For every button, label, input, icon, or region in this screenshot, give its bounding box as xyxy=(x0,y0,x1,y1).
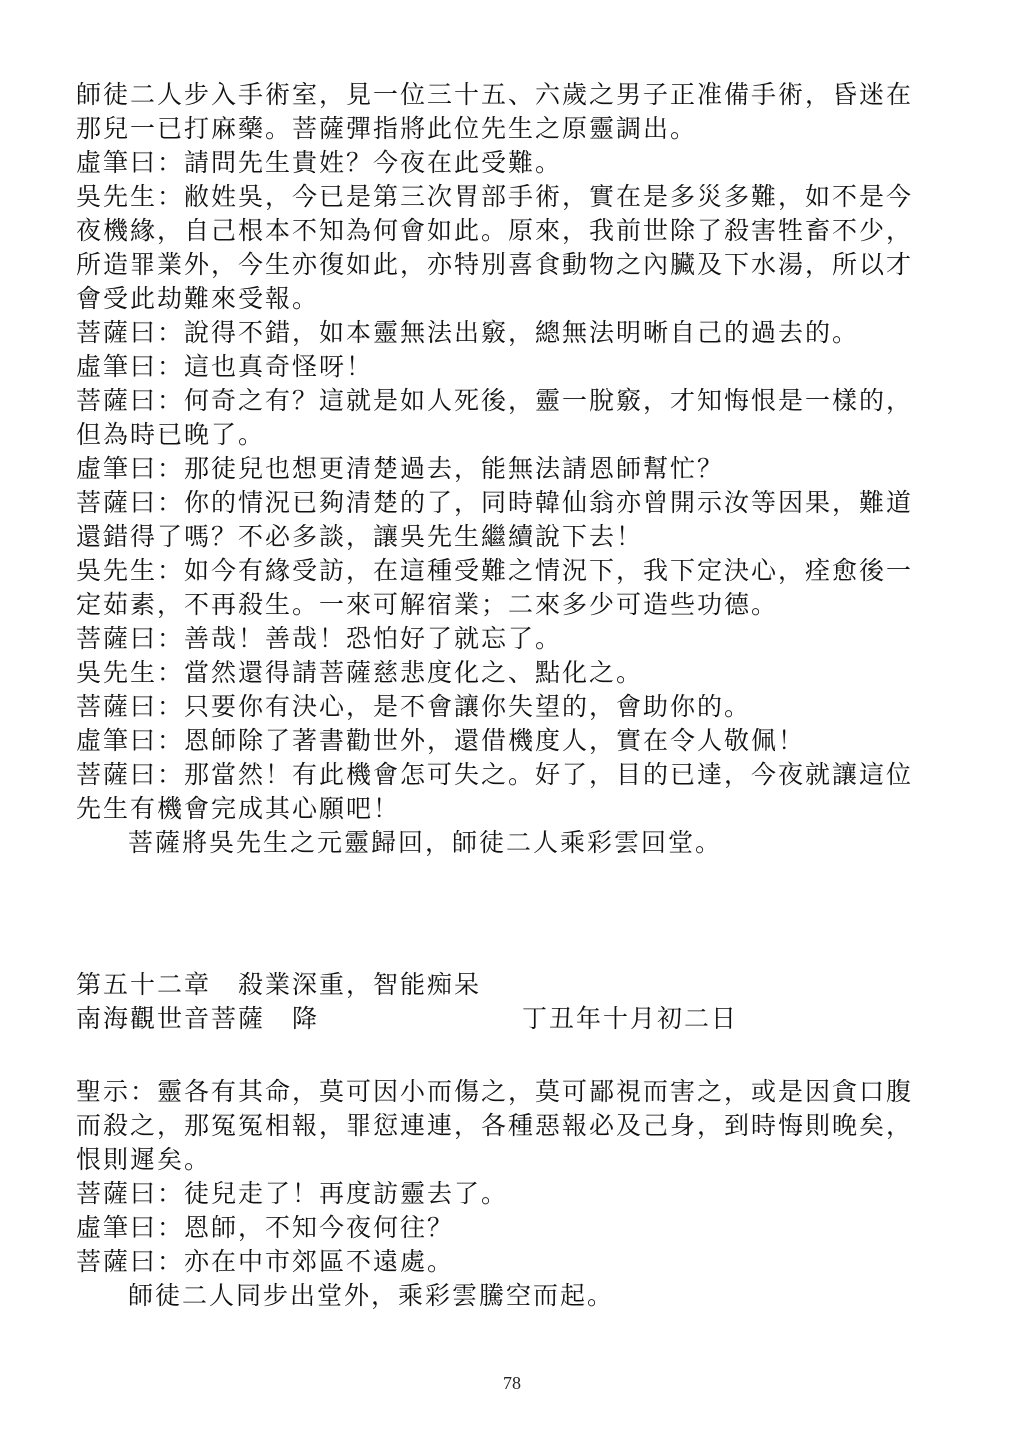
text-line: 吳先生：如今有緣受訪，在這種受難之情況下，我下定決心，痊愈後一 xyxy=(76,556,914,585)
dialogue-section-1 xyxy=(76,78,936,860)
text-line: 菩薩曰：亦在中市郊區不遠處。 xyxy=(76,1247,455,1276)
text-line: 聖示：靈各有其命，莫可因小而傷之，莫可鄙視而害之，或是因貪口腹 xyxy=(76,1077,914,1106)
text-line: 菩薩曰：說得不錯，如本靈無法出竅，總無法明晰自己的過去的。 xyxy=(76,318,860,347)
text-line: 還錯得了嗎？不必多談，讓吳先生繼續說下去！ xyxy=(76,522,644,551)
text-line: 菩薩曰：徒兒走了！再度訪靈去了。 xyxy=(76,1179,509,1208)
narration-line: 師徒二人同步出堂外，乘彩雲騰空而起。 xyxy=(128,1281,615,1310)
text-line: 所造罪業外，今生亦復如此，亦特別喜食動物之內臟及下水湯，所以才 xyxy=(76,250,914,279)
text-line: 虛筆曰：恩師除了著書勸世外，還借機度人，實在令人敬佩！ xyxy=(76,726,806,755)
text-line: 虛筆曰：那徒兒也想更清楚過去，能無法請恩師幫忙？ xyxy=(76,454,725,483)
text-line: 菩薩曰：善哉！善哉！恐怕好了就忘了。 xyxy=(76,624,563,653)
chapter-byline xyxy=(76,1002,936,1036)
deity-name: 南海觀世音菩薩 降 xyxy=(76,1004,320,1033)
page-number: 78 xyxy=(503,1373,521,1393)
dialogue-section-2 xyxy=(76,1075,936,1313)
text-line: 而殺之，那冤冤相報，罪愆連連，各種惡報必及己身，到時悔則晚矣， xyxy=(76,1111,914,1140)
chapter-title: 第五十二章 殺業深重，智能痴呆 xyxy=(76,970,482,999)
text-line: 菩薩曰：你的情況已夠清楚的了，同時韓仙翁亦曾開示汝等因果，難道 xyxy=(76,488,914,517)
chapter-date: 丁丑年十月初二日 xyxy=(522,1004,739,1033)
text-line: 會受此劫難來受報。 xyxy=(76,284,320,313)
text-line: 那兒一已打麻藥。菩薩彈指將此位先生之原靈調出。 xyxy=(76,114,698,143)
text-line: 恨則遲矣。 xyxy=(76,1145,212,1174)
text-line: 但為時已晚了。 xyxy=(76,420,266,449)
text-line: 虛筆曰：請問先生貴姓？今夜在此受難。 xyxy=(76,148,563,177)
text-line: 吳先生：當然還得請菩薩慈悲度化之、點化之。 xyxy=(76,658,644,687)
chapter-heading xyxy=(76,968,936,1036)
text-line: 虛筆曰：這也真奇怪呀！ xyxy=(76,352,374,381)
text-line: 先生有機會完成其心願吧！ xyxy=(76,794,401,823)
text-line: 菩薩曰：只要你有決心，是不會讓你失望的，會助你的。 xyxy=(76,692,752,721)
narration-line: 菩薩將吳先生之元靈歸回，師徒二人乘彩雲回堂。 xyxy=(128,828,723,857)
text-line: 師徒二人步入手術室，見一位三十五、六歲之男子正准備手術，昏迷在 xyxy=(76,80,914,109)
text-line: 夜機緣，自己根本不知為何會如此。原來，我前世除了殺害牲畜不少， xyxy=(76,216,914,245)
text-line: 吳先生：敝姓吳，今已是第三次胃部手術，實在是多災多難，如不是今 xyxy=(76,182,914,211)
text-line: 菩薩曰：那當然！有此機會怎可失之。好了，目的已達，今夜就讓這位 xyxy=(76,760,914,789)
text-line: 定茹素，不再殺生。一來可解宿業；二來多少可造些功德。 xyxy=(76,590,779,619)
text-line: 虛筆曰：恩師，不知今夜何往？ xyxy=(76,1213,455,1242)
text-line: 菩薩曰：何奇之有？這就是如人死後，靈一脫竅，才知悔恨是一樣的， xyxy=(76,386,914,415)
